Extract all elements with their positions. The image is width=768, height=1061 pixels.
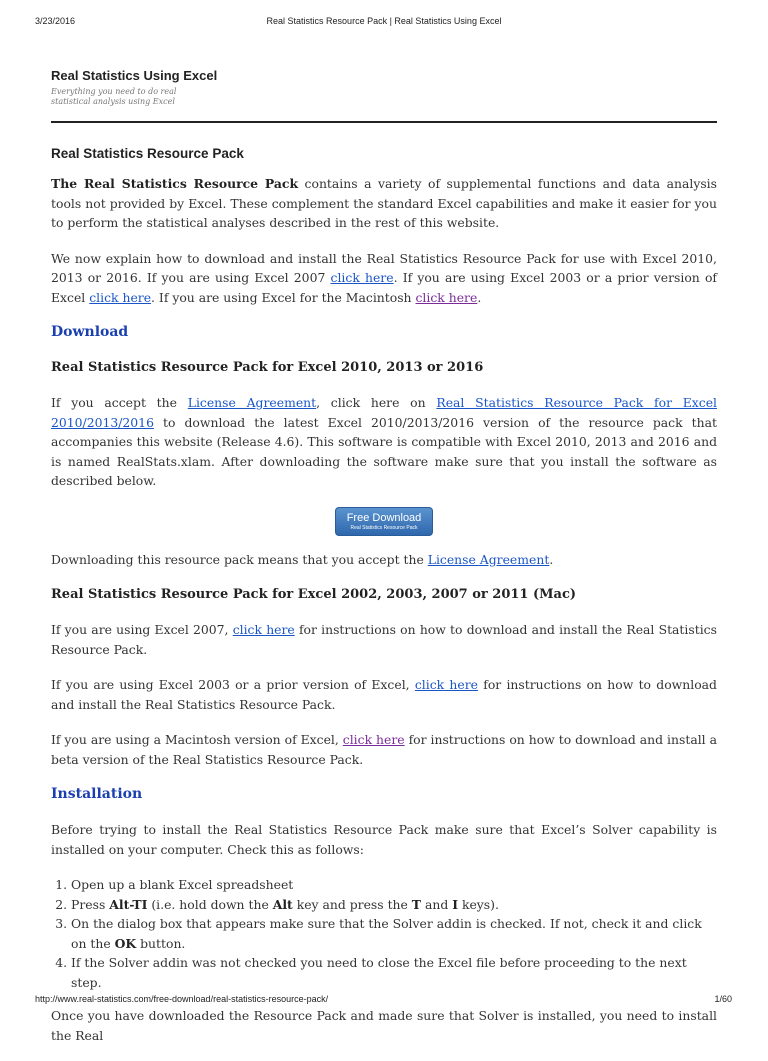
download-paragraph-3: If you are using Excel 2007, click here for instructions on how to download and install the Real Statistics Resource Pack. (51, 622, 717, 657)
excel-2007-instructions-link[interactable]: click here (232, 622, 295, 637)
page-title: Real Statistics Resource Pack (51, 146, 244, 161)
installation-heading: Installation (51, 786, 143, 802)
print-footer-page: 1/60 (714, 994, 732, 1004)
site-header (51, 68, 717, 107)
print-header-title: Real Statistics Resource Pack | Real Statistics Using Excel (266, 16, 502, 26)
mac-instructions-link[interactable]: click here (342, 732, 405, 747)
download-subheading-2010: Real Statistics Resource Pack for Excel 2010, 2013 or 2016 (51, 360, 484, 375)
download-button-container (51, 507, 717, 536)
free-download-button[interactable] (335, 507, 433, 536)
free-download-label: Free Download (346, 511, 422, 524)
header-divider (51, 121, 717, 123)
list-item: 4. If the Solver addin was not checked you need to close the Excel file before proceeding to the next step. (71, 953, 717, 992)
free-download-sublabel: Real Statistics Resource Pack (350, 524, 418, 531)
article-content (51, 144, 717, 1061)
site-title[interactable]: Real Statistics Using Excel (51, 68, 218, 83)
resource-pack-download-link[interactable]: Real Statistics Resource Pack for Excel 2010/2013/2016 (51, 395, 718, 430)
site-tagline: Everything you need to do real statistical analysis using Excel (51, 87, 177, 106)
download-heading: Download (51, 324, 129, 340)
intro-paragraph-2: We now explain how to download and install the Real Statistics Resource Pack for use with Excel 2010, 2013 or 2016. If you are using Excel 2007 click here. If you are using Excel 2003 or a prior version of Excel click here. If you are using Excel for the Macintosh click here. (51, 250, 718, 305)
download-paragraph-5: If you are using a Macintosh version of Excel, click here for instructions on how to download and install a beta version of the Real Statistics Resource Pack. (51, 732, 717, 767)
list-item: 3. On the dialog box that appears make sure that the Solver addin is checked. If not, check it and click on the OK button. (71, 914, 717, 953)
intro-bold: The Real Statistics Resource Pack (51, 176, 299, 191)
excel-2007-link[interactable]: click here (330, 270, 394, 285)
print-footer-url: http://www.real-statistics.com/free-download/real-statistics-resource-pack/ (35, 994, 329, 1004)
list-item: 2. Press Alt-TI (i.e. hold down the Alt key and press the T and I keys). (71, 895, 717, 915)
print-header-date: 3/23/2016 (35, 16, 76, 26)
download-paragraph-4: If you are using Excel 2003 or a prior version of Excel, click here for instructions on how to download and install the Real Statistics Resource Pack. (51, 677, 717, 712)
download-subheading-older: Real Statistics Resource Pack for Excel 2002, 2003, 2007 or 2011 (Mac) (51, 587, 577, 602)
excel-2003-instructions-link[interactable]: click here (414, 677, 478, 692)
download-paragraph-2: Downloading this resource pack means that you accept the License Agreement. (51, 551, 554, 567)
installation-paragraph-2: Once you have downloaded the Resource Pack and made sure that Solver is installed, you need to install the Real (51, 1008, 717, 1043)
license-agreement-link-2[interactable]: License Agreement (427, 551, 550, 567)
license-agreement-link[interactable]: License Agreement (187, 395, 317, 410)
installation-paragraph-1: Before trying to install the Real Statistics Resource Pack make sure that Excel’s Solver capability is installed on your computer. Check this as follows: (51, 822, 717, 857)
list-item: 1. Open up a blank Excel spreadsheet (71, 875, 717, 895)
intro-paragraph-1: The Real Statistics Resource Pack contains a variety of supplemental functions and data analysis tools not provided by Excel. These complement the standard Excel capabilities and make it easier for you to perform the statistical analyses described in the rest of this website. (51, 176, 717, 230)
mac-link[interactable]: click here (415, 289, 478, 305)
installation-steps (51, 875, 717, 992)
download-paragraph-1: If you accept the License Agreement, click here on Real Statistics Resource Pack for Excel 2010/2013/2016 to download the latest Excel 2010/2013/2016 version of the resource pack that accompanies this website (Release 4.6). This software is compatible with Excel 2010, 2013 and 2016 and is named RealStats.xlam. After downloading the software make sure that you install the software as described below. (51, 395, 718, 488)
excel-2003-link[interactable]: click here (89, 289, 152, 305)
